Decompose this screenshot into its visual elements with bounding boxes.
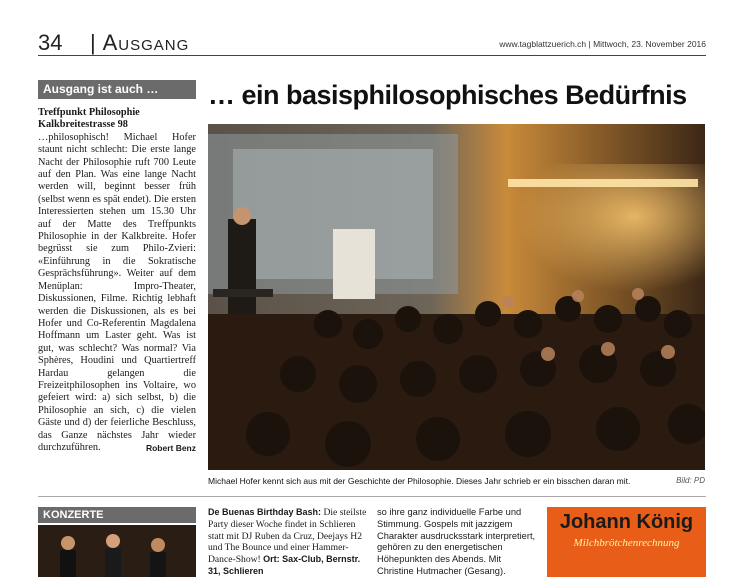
header-rule [38,55,706,56]
page-number: 34 [38,30,63,55]
article-photo [208,124,705,470]
venue-address: Kalkbreitestrasse 98 [38,119,128,131]
header-meta: www.tagblattzuerich.ch | Mittwoch, 23. November 2016 [499,39,706,49]
photo-caption [208,476,705,486]
venue-name: Treffpunkt Philosophie [38,107,140,118]
event-column-party [208,507,368,578]
event-body: Die steilste Party dieser Woche findet in Schlieren statt mit DJ Ruben da Cruz, Deejays H2 und The Bounce und einer Hammer-Dance-Show! [208,507,367,566]
event-title: De Buenas Birthday Bash: [208,507,322,517]
sidebar-body: …philosophisch! Michael Hofer staunt nicht schlecht: Die erste lange Nacht der Philosophie ruft 700 Leute auf den Plan. Was eine lange Nacht werden will, beginnt besser früh (selbst wenn es spät endet). Die ersten Interessierten stehen um 15.30 Uhr auf der Matte des Treffpunkts Philosophie in der Kalkbreite. Hofer begrüsst sie zum Philo-Zvieri: «Einführung in die Sokratische Gesprächsführung». Weiter auf dem Menüplan: Impro-Theater, Diskussionen, Filme. Richtig lebhaft werden die Diskussionen, als es bei Hofer und Co-Referentin Magdalena Hoffmann um Laster geht. Was ist gut, was schlecht? Was normal? Via Sphères, Houdini und Quartiertreff Hardau gelangen die Freizeitphilosophen ins Voltaire, wo gefeiert wird: a) sich selbst, b) die Philosophie an sich, c) die vielen Gäste und d) der feierliche Beschluss, das Ganze nächstes Jahr wieder durchzuführen. [38,131,196,453]
gospel-body: so ihre ganz individuelle Farbe und Stimmung. Gospels mit jazzigem Charakter ausdrucksstark interpretiert, gehören zu den energetischen Höhepunkten des Abends. Mit Christine Hutmacher (Gesang). [377,507,536,576]
sidebar-heading: Ausgang ist auch … [38,80,196,99]
page-header [38,30,706,54]
caption-text: Michael Hofer kennt sich aus mit der Geschichte der Philosophie. Dieses Jahr schrieb er ein bisschen daran mit. [208,476,631,486]
section-title: | Ausgang [90,30,190,55]
ad-name: Johann König [559,511,694,533]
advertisement [547,507,706,577]
article-headline: … ein basisphilosophisches Bedürfnis [208,80,687,110]
ad-subtitle: Milchbrötchenrechnung [573,537,680,549]
konzerte-photo [38,525,196,577]
event-place: Ort: Sax-Club, Bernstr. 31, Schlieren [208,554,361,576]
konzerte-heading: KONZERTE [38,507,196,523]
bottom-divider [38,496,706,497]
author: Robert Benz [145,443,196,454]
photo-credit: Bild: PD [676,476,705,485]
event-column-gospel [377,507,537,578]
sidebar-article [38,107,196,455]
